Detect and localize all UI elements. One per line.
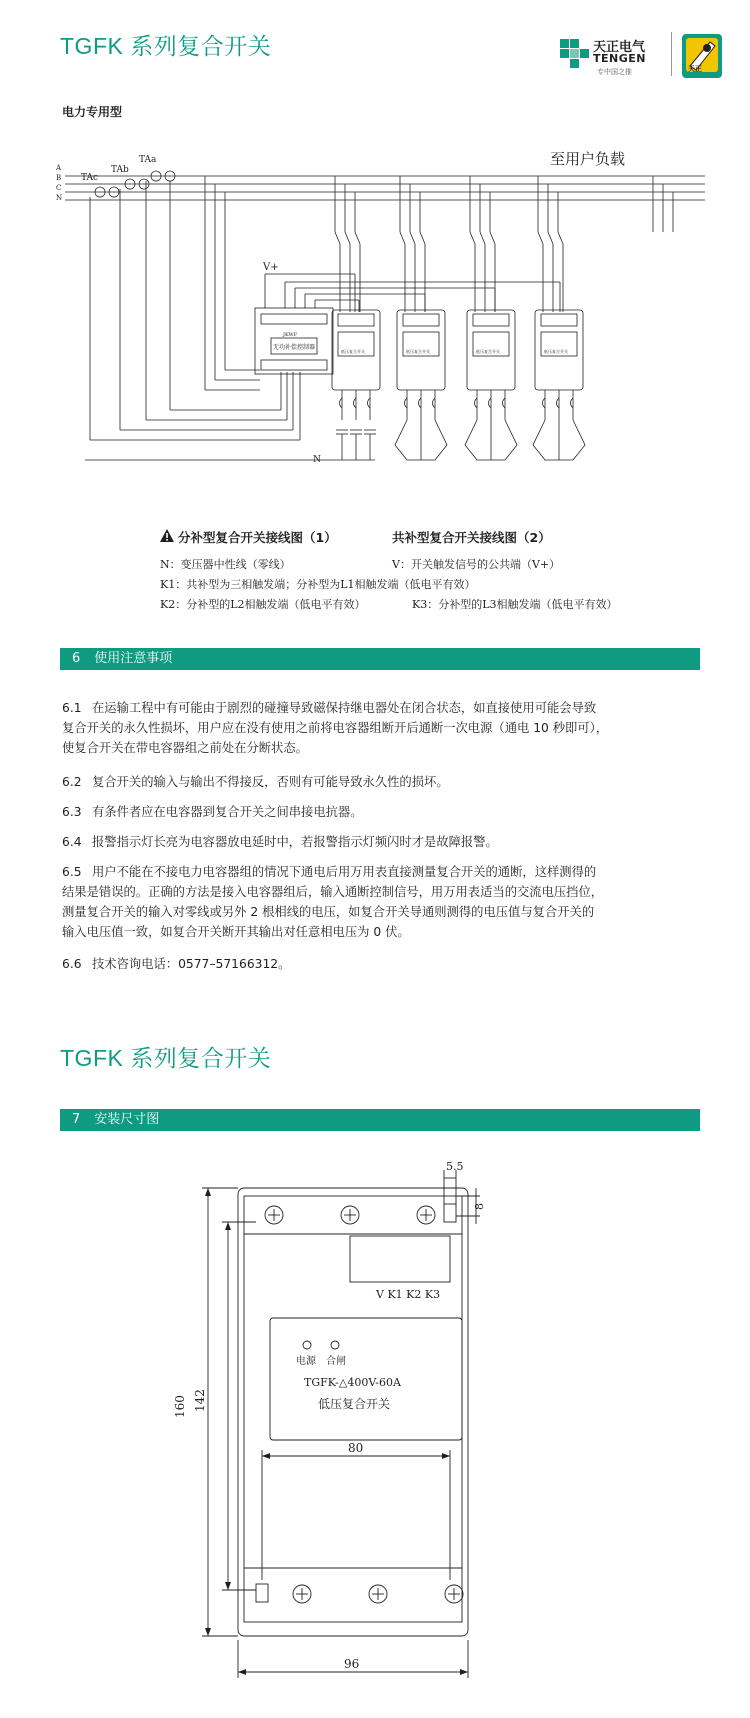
terminal-labels: V K1 K2 K3: [376, 1288, 441, 1301]
section-7-number: 7: [72, 1112, 81, 1127]
module-2-label: 低压复合开关: [406, 349, 430, 354]
brand-cn: 天正电气: [593, 40, 646, 55]
item-6-5: [62, 862, 702, 942]
page-title-2: TGFK 系列复合开关: [60, 1045, 272, 1071]
section-6-title: 使用注意事项: [94, 651, 173, 666]
led-close-label: 合闸: [326, 1356, 346, 1367]
section-7-header: [60, 1109, 700, 1131]
mascot-badge: [682, 34, 722, 78]
section-7-title: 安装尺寸图: [94, 1112, 160, 1127]
item-line: 测量复合开关的输入对零线或另外 2 根相线的电压，如复合开关导通则测得的电压值与复合开关的: [62, 905, 595, 919]
neutral-label: N: [313, 455, 321, 465]
tengen-mark-icon: [560, 39, 590, 69]
dim-top-gap: 8: [473, 1203, 486, 1210]
note-n: N：变压器中性线（零线）: [160, 558, 291, 571]
figure-2-caption: 共补型复合开关接线图（2）: [392, 530, 551, 545]
item-line: 复合开关的永久性损坏，用户应在没有使用之前将电容器组断开后通断一次电源（通电 10 秒即可），: [62, 721, 609, 735]
phase-label-n: N: [56, 194, 63, 202]
item-line: 使复合开关在带电容器组之前处在分断状态。: [62, 741, 308, 755]
brand-logo: [560, 33, 670, 77]
phase-label-b: B: [56, 174, 62, 182]
item-line: 输入电压值一致，如复合开关断开其输出对任意相电压为 0 伏。: [62, 925, 410, 939]
module-3-label: 低压复合开关: [476, 349, 500, 354]
item-line: 有条件者应在电容器到复合开关之间串接电抗器。: [92, 805, 363, 819]
brand-slogan: 专中国之推: [597, 68, 632, 76]
figure-1-caption: 分补型复合开关接线图（1）: [178, 530, 337, 545]
item-6-6: [62, 954, 702, 974]
dimension-drawing: [140, 1160, 540, 1690]
note-v: V：开关触发信号的公共端（V+）: [392, 558, 561, 571]
dim-height-total: 160: [173, 1395, 187, 1418]
logo-divider: [671, 32, 672, 76]
section-6-header: [60, 648, 700, 670]
page-title: TGFK 系列复合开关: [60, 33, 272, 59]
note-k2: K2：分补型的L2相触发端（低电平有效）: [160, 598, 366, 611]
dim-top-offset: 5.5: [446, 1160, 464, 1173]
item-line: 结果是错误的。正确的方法是接入电容器组后，输入通断控制信号，用万用表适当的交流电压挡位，: [62, 885, 604, 899]
badge-text: 天正: [688, 65, 702, 73]
section-subtitle: 电力专用型: [62, 105, 123, 119]
device-model: TGFK-△400V-60A: [304, 1376, 401, 1389]
item-number: 6.3: [62, 805, 82, 819]
note-k3: K3：分补型的L3相触发端（低电平有效）: [412, 598, 618, 611]
brand-en: TENGEN: [593, 52, 646, 65]
item-number: 6.5: [62, 865, 82, 879]
item-6-1: [62, 698, 702, 758]
warning-icon: [160, 529, 174, 542]
item-number: 6.6: [62, 957, 82, 971]
to-load-label: 至用户负载: [550, 150, 626, 168]
wiring-diagram: [55, 150, 715, 535]
led-power-label: 电源: [296, 1356, 316, 1367]
ct-label-c: TAc: [81, 173, 99, 183]
item-number: 6.4: [62, 835, 82, 849]
phase-label-c: C: [56, 184, 62, 192]
item-6-2: [62, 772, 702, 792]
device-name: 低压复合开关: [318, 1397, 391, 1411]
note-k1: K1：共补型为三相触发端；分补型为L1相触发端（低电平有效）: [160, 578, 476, 591]
item-number: 6.2: [62, 775, 82, 789]
item-6-4: [62, 832, 702, 852]
controller-model: JKWF: [283, 332, 298, 338]
dim-height-inner: 142: [193, 1389, 207, 1412]
ct-label-b: TAb: [111, 165, 129, 175]
phase-label-a: A: [56, 164, 62, 172]
item-line: 用户不能在不接电力电容器组的情况下通电后用万用表直接测量复合开关的通断，这样测得的: [92, 865, 597, 879]
module-4-label: 低压复合开关: [544, 349, 568, 354]
section-6-number: 6: [72, 651, 81, 666]
item-line: 复合开关的输入与输出不得接反，否则有可能导致永久性的损坏。: [92, 775, 449, 789]
controller-name: 无功补偿控制器: [273, 344, 316, 351]
item-line: 报警指示灯长亮为电容器放电延时中，若报警指示灯频闪时才是故障报警。: [92, 835, 498, 849]
item-line: 技术咨询电话：0577–57166312。: [92, 957, 291, 971]
dim-width-total: 96: [344, 1657, 360, 1671]
item-6-3: [62, 802, 702, 822]
ct-label-a: TAa: [139, 155, 157, 165]
item-number: 6.1: [62, 701, 82, 715]
vplus-label: V+: [263, 262, 279, 273]
module-1-label: 低压复合开关: [341, 349, 365, 354]
item-line: 在运输工程中有可能由于剧烈的碰撞导致磁保持继电器处在闭合状态，如直接使用可能会导致: [92, 701, 597, 715]
dim-width-inner: 80: [348, 1441, 364, 1455]
